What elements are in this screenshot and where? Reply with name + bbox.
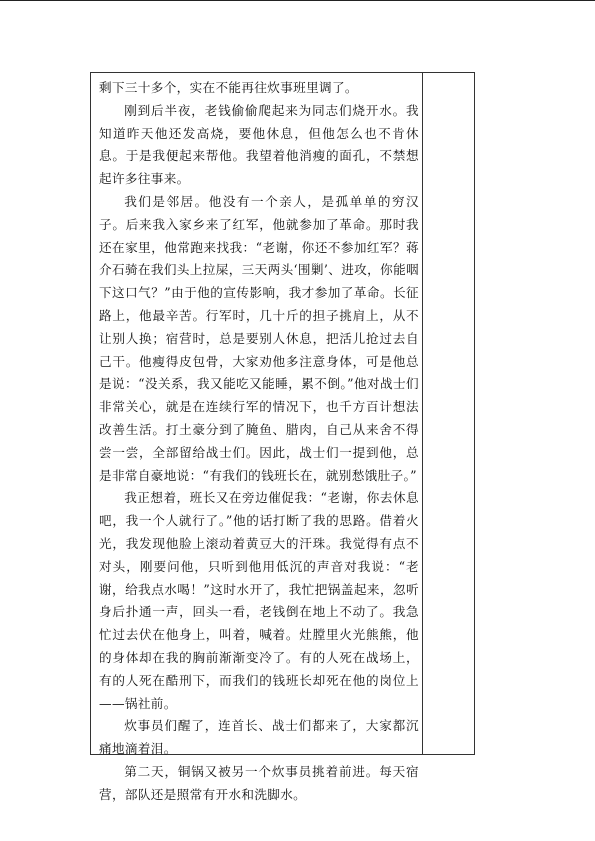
paragraph-2: 刚到后半夜，老钱偷偷爬起来为同志们烧开水。我知道昨天他还发高烧，要他休息，但他怎么也不肯休息。于是我便起来帮他。我望着他消瘦的面孔，不禁想起许多往事来。: [99, 102, 419, 187]
notes-column: [423, 73, 474, 754]
text-column: [99, 77, 419, 807]
paragraph-6: 第二天，铜锅又被另一个炊事员挑着前进。每天宿营，部队还是照常有开水和洗脚水。: [99, 763, 419, 802]
paragraph-3: 我们是邻居。他没有一个亲人，是孤单单的穷汉子。后来我入家乡来了红军，他就参加了革命。那时我还在家里，他常跑来找我：“老谢，你还不参加红军？蒋介石骑在我们头上拉屎，三天两头‘围剿’、进攻，你能咽下这口气？”由于他的宣传影响，我才参加了革命。长征路上，他最辛苦。行军时，几十斤的担子挑肩上，从不让别人换；宿营时，总是要别人休息，把活儿抢过去自己干。他瘦得皮包骨，大家劝他多注意身体，可是他总是说：“没关系，我又能吃又能睡，累不倒。”他对战士们非常关心，就是在连续行军的情况下，也千方百计想法改善生活。打土豪分到了腌鱼、腊肉，自己从来舍不得尝一尝，全部留给战士们。因此，战士们一提到他，总是非常自豪地说：“有我们的钱班长在，就别愁饿肚子。”: [99, 193, 419, 483]
paragraph-1: 剩下三十多个，实在不能再往炊事班里调了。: [99, 80, 358, 95]
top-rule: [0, 0, 595, 1]
paragraph-5: 炊事员们醒了，连首长、战士们都来了，大家都沉痛地滴着泪。: [99, 718, 419, 757]
document-table: [90, 72, 475, 802]
paragraph-4: 我正想着，班长又在旁边催促我：“老谢，你去休息吧，我一个人就行了。”他的话打断了我的思路。借着火光，我发现他脸上滚动着黄豆大的汗珠。我觉得有点不对头，刚要问他，只听到他用低沉的声音对我说：“老谢，给我点水喝！”这时水开了，我忙把锅盖起来，忽听身后扑通一声，回头一看，老钱倒在地上不动了。我急忙过去伏在他身上，叫着，喊着。灶膛里火光熊熊，他的身体却在我的胸前渐渐变冷了。有的人死在战场上，有的人死在酷刑下，而我们的钱班长却死在他的岗位上——锅社前。: [99, 490, 419, 711]
